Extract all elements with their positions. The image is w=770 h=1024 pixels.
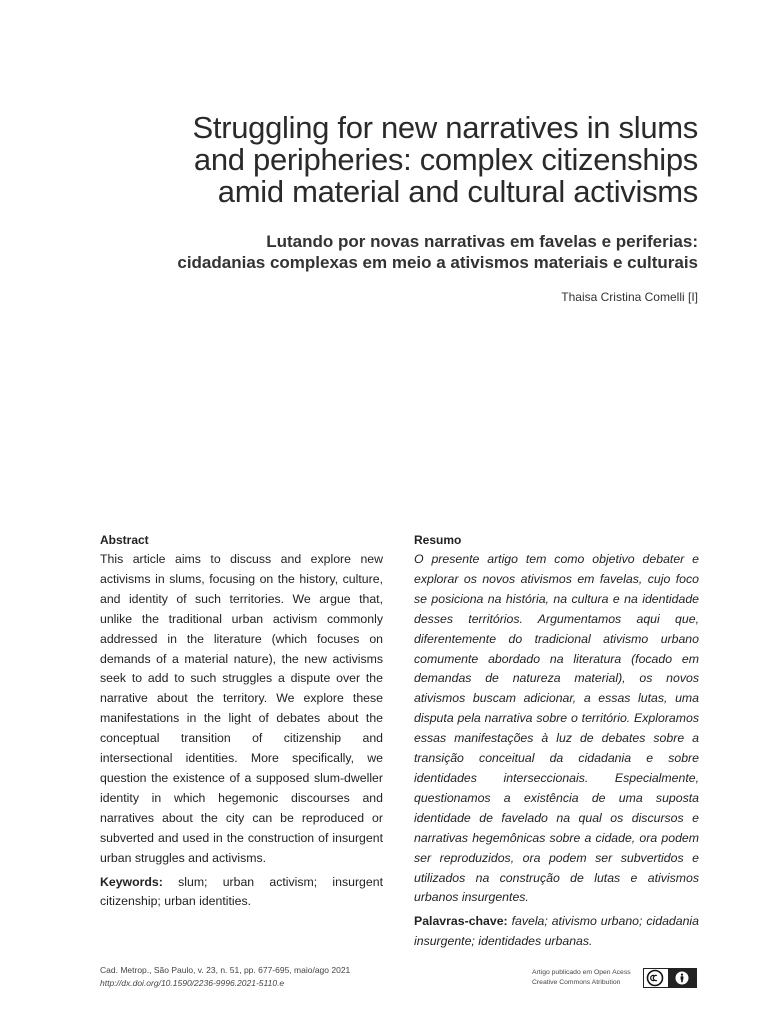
resumo-section [414,532,699,952]
palavras-chave-label: Palavras-chave: [414,914,508,929]
resumo-heading: Resumo [414,533,462,547]
abstract-section [100,532,383,912]
abstract-keywords [100,873,383,913]
title-line: Struggling for new narratives in slums [192,110,698,145]
license-line: Artigo publicado em Open Acess [532,969,631,976]
doi-link[interactable]: http://dx.doi.org/10.1590/2236-9996.2021-5110.e [100,978,285,988]
article-subtitle [100,231,698,273]
subtitle-line: Lutando por novas narrativas em favelas e periferias: [266,232,698,251]
title-line: amid material and cultural activisms [217,174,698,209]
resumo-keywords [414,912,699,952]
license-text [532,968,631,988]
article-title [120,112,698,208]
subtitle-line: cidadanias complexas em meio a ativismos materiais e culturais [177,253,698,272]
abstract-heading: Abstract [100,533,149,547]
citation-footer [100,964,350,990]
journal-citation: Cad. Metrop., São Paulo, v. 23, n. 51, pp. 677-695, maio/ago 2021 [100,965,351,975]
cc-by-graphic [644,969,696,987]
cc-by-license-icon[interactable] [643,968,697,988]
keywords-text: slum; urban activism; insurgent citizenship; urban identities. [100,874,383,909]
title-line: and peripheries: complex citizenships [193,142,698,177]
palavras-chave-text: favela; ativismo urbano; cidadania insurgente; identidades urbanas. [414,914,699,949]
license-line: Creative Commons Atribution [532,979,621,986]
keywords-label: Keywords: [100,874,163,889]
resumo-text: O presente artigo tem como objetivo debater e explorar os novos ativismos em favelas, cujo foco se posiciona na história, na cultura e na identidade desses territórios. Argumentamos aqui que, diferentemente do tradicional ativismo urbano comumente abordado na literatura (focado em demandas de natureza material), os novos ativismos buscam adicionar, a essas lutas, uma disputa pela narrativa sobre o território. Exploramos essas manifestações à luz de debates sobre a transição conceitual da cidadania e sobre identidades interseccionais. Especialmente, questionamos a existência de uma suposta identidade de favelado na qual os discursos e narrativas hegemônicas sobre a cidade, ora podem ser reproduzidos, ora podem ser subvertidos e utilizados na construção de lutas e ativismos urbanos insurgentes. [414,552,699,905]
abstract-text: This article aims to discuss and explore new activisms in slums, focusing on the history, culture, and identity of such territories. We argue that, unlike the traditional urban activism commonly addressed in the literature (which focuses on demands of a material nature), the new activisms seek to add to such struggles a dispute over the narrative about the territory. We explore these manifestations in the light of debates about the conceptual transition of citizenship and intersectional identities. More specifically, we question the existence of a supposed slum-dweller identity in which hegemonic discourses and narratives about the city can be reproduced or subverted and used in the construction of insurgent urban struggles and activisms. [100,552,383,865]
author-name: Thaisa Cristina Comelli [I] [561,290,698,304]
